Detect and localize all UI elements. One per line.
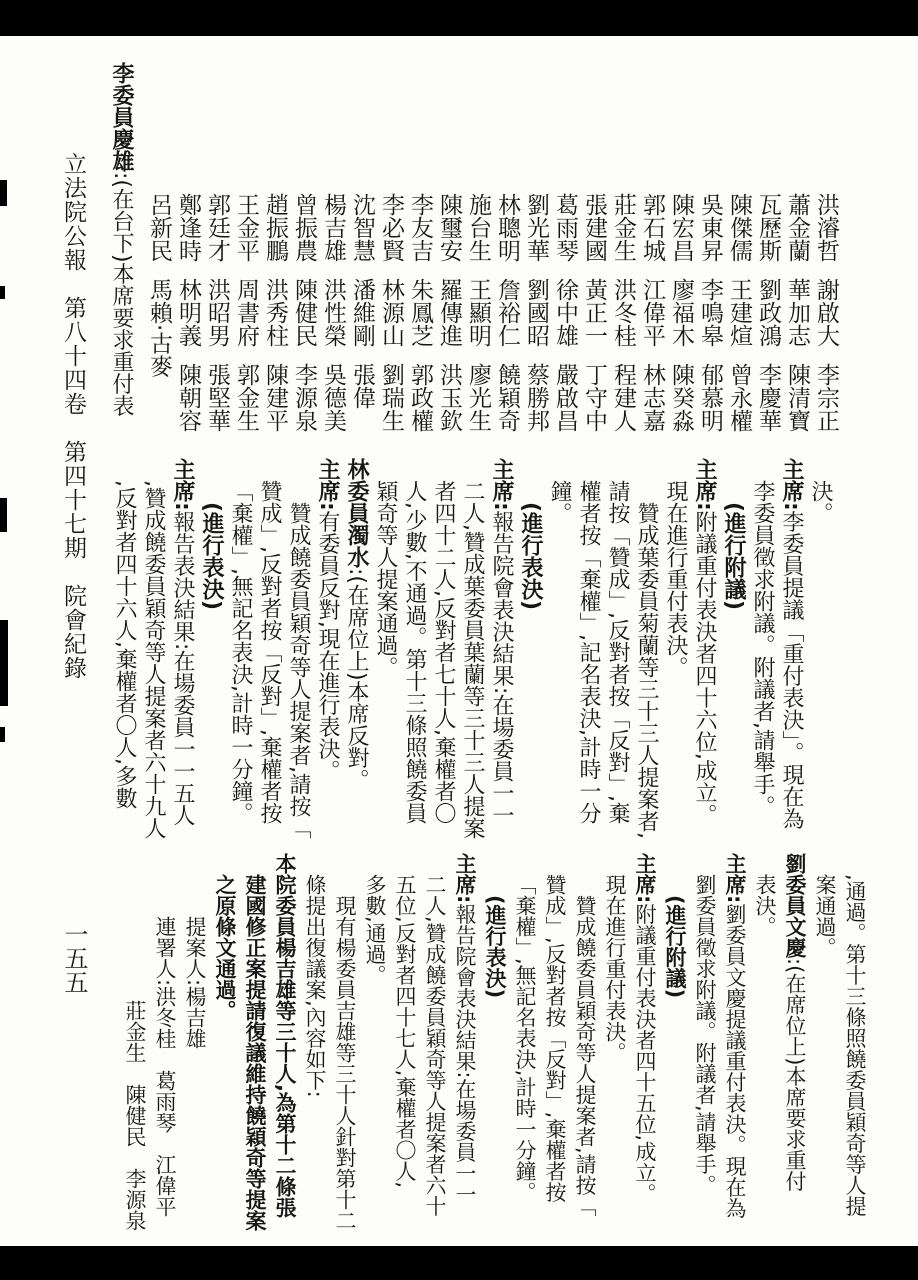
legislator-column	[608, 62, 637, 458]
legislator-name: 呂新民	[146, 193, 172, 262]
line-text: 李委員提議「重付表決」。現在為	[779, 510, 804, 830]
line-text: :(在席位上)本席反對。	[344, 568, 369, 791]
legislator-column	[579, 62, 608, 458]
legislator-column	[666, 62, 695, 458]
text-line	[429, 458, 458, 853]
legislator-column	[811, 62, 840, 458]
line-text: 本院委員楊吉雄等三十人,為第十二條張	[273, 853, 297, 1218]
legislator-name: 楊吉雄	[320, 193, 346, 262]
legislator-name: 郭政權	[407, 363, 433, 432]
speaker-name: 主席:	[315, 458, 340, 511]
page-number: 一五五	[60, 922, 88, 994]
line-text: (進行附議)	[721, 502, 746, 611]
speech-line	[487, 458, 516, 853]
legislator-column	[289, 62, 318, 458]
speaker-text: :(在台下)本席要求重付表	[109, 172, 134, 417]
text-line	[748, 458, 777, 853]
line-text: 劉委員徵求附議。附議者,請舉手。	[693, 874, 717, 1196]
line-text: 贊成饒委員穎奇等人提案者,請按「	[286, 502, 311, 839]
legislator-column	[492, 62, 521, 458]
speech-line	[450, 853, 480, 1237]
text-line	[690, 853, 720, 1237]
speaker-name: 主席:	[779, 458, 804, 511]
middle-band	[98, 458, 910, 853]
text-line	[139, 458, 168, 853]
legislator-name: 鄭逢時	[175, 193, 201, 262]
legislator-column	[521, 62, 550, 458]
legislator-name: 蕭金蘭	[784, 193, 810, 262]
legislator-name: 周書府	[233, 278, 259, 347]
legislator-name: 謝啟大	[813, 278, 839, 347]
legislator-name: 潘維剛	[349, 278, 375, 347]
legislator-name: 江偉平	[639, 278, 665, 347]
text-line	[480, 853, 510, 1237]
legislator-column	[260, 62, 289, 458]
line-text: 贊成」,反對者按「反對」,棄權者按	[257, 480, 282, 824]
line-text: 請按「贊成」,反對者按「反對」,棄	[605, 480, 630, 824]
legislator-name: 陳傑儒	[726, 193, 752, 262]
legislator-name: 劉國昭	[523, 278, 549, 347]
text-line	[540, 853, 570, 1237]
text-line	[661, 458, 690, 853]
legislator-name: 洪濬哲	[813, 193, 839, 262]
line-text: 贊成饒委員穎奇等人提案者,請按「	[573, 895, 597, 1217]
legislator-name: 王金平	[233, 193, 259, 262]
legislator-name: 張偉	[349, 363, 375, 409]
legislator-name: 丁守中	[581, 363, 607, 432]
text-line	[197, 458, 226, 853]
text-line	[840, 853, 870, 1237]
legislator-name: 郁慕明	[697, 363, 723, 432]
line-text: 條提出復議案,內容如下:	[303, 874, 327, 1098]
line-text: 五位,反對者四十七人,棄權者〇人,	[393, 874, 417, 1189]
legislator-name: 洪性榮	[320, 278, 346, 347]
text-line	[810, 853, 840, 1237]
text-line	[180, 853, 210, 1237]
line-text: 劉委員文慶提議重付表決。現在為	[723, 903, 747, 1219]
legislator-name: 郭金生	[233, 363, 259, 432]
line-text: 贊成」,反對者按「反對」,棄權者按	[543, 874, 567, 1203]
text-line	[458, 458, 487, 853]
text-line	[255, 458, 284, 853]
speech-line	[630, 853, 660, 1237]
legislator-name: 華加志	[784, 278, 810, 347]
legislator-name: 吳東昇	[697, 193, 723, 262]
line-text: 「棄權」,無記名表決,計時一分鐘。	[513, 874, 537, 1203]
legislator-name: 李友吉	[407, 193, 433, 262]
legislator-name: 李鳴皋	[697, 278, 723, 347]
legislator-column	[463, 62, 492, 458]
legislator-name: 陳朝容	[175, 363, 201, 432]
legislator-name: 林源山	[378, 278, 404, 347]
legislator-name: 劉光華	[523, 193, 549, 262]
speaker-name: 林委員濁水	[344, 458, 369, 568]
line-text: 報告表決結果:在場委員一一五人	[170, 510, 195, 827]
line-text: ,反對者四十六人,棄權者〇人,多數	[112, 480, 137, 809]
legislator-name: 馬賴·古麥	[146, 278, 172, 378]
legislator-name: 詹裕仁	[494, 278, 520, 347]
speech-line	[720, 853, 750, 1237]
text-line	[545, 458, 574, 853]
line-text: 表決。	[753, 874, 777, 937]
legislator-column	[550, 62, 579, 458]
legislator-column	[376, 62, 405, 458]
legislator-name: 羅傳進	[436, 278, 462, 347]
text-line	[330, 853, 360, 1237]
text-line	[284, 458, 313, 853]
line-text: 建國修正案提請復議維持饒穎奇等提案	[243, 874, 267, 1231]
journal-header: 立法院公報 第八十四卷 第四十七期 院會紀錄	[60, 152, 86, 680]
line-text: 附議重付表決者四十六位,成立。	[692, 510, 717, 826]
legislator-column	[434, 62, 463, 458]
scan-artifact	[0, 180, 7, 206]
text-line	[632, 458, 661, 853]
line-text: (進行表決)	[483, 895, 507, 999]
speaker-line	[107, 62, 136, 458]
text-line	[750, 853, 780, 1237]
speech-line	[690, 458, 719, 853]
speaker-name: 主席:	[692, 458, 717, 511]
text-line	[516, 458, 545, 853]
text-line	[110, 458, 139, 853]
speech-line	[780, 853, 810, 1237]
text-line	[300, 853, 330, 1237]
text-line	[240, 853, 270, 1237]
text-line	[210, 853, 240, 1237]
legislator-column	[318, 62, 347, 458]
text-line	[390, 853, 420, 1237]
legislator-name: 莊金生	[610, 193, 636, 262]
line-text: 二人,贊成葉委員葉蘭等三十三人提案	[460, 480, 485, 839]
line-text: ,贊成饒委員穎奇等人提案者六十九人	[141, 480, 166, 839]
line-text: 連署人:洪冬桂 葛雨琴 江偉平	[153, 916, 177, 1218]
text-line	[360, 853, 390, 1237]
legislator-name: 曾永權	[726, 363, 752, 432]
line-text: (進行表決)	[199, 502, 224, 611]
text-line	[400, 458, 429, 853]
legislator-name: 黃正一	[581, 278, 607, 347]
scan-artifact	[0, 498, 7, 532]
speaker-name: 主席:	[489, 458, 514, 511]
line-text: 穎奇等人提案通過。	[373, 480, 398, 678]
line-text: 贊成葉委員菊蘭等三十三人提案者,	[634, 502, 659, 839]
speaker-name: 李委員慶雄	[109, 62, 134, 172]
line-text: 人,少數,不通過。第十三條照饒委員	[402, 480, 427, 824]
legislator-column	[173, 62, 202, 458]
legislator-name: 吳德美	[320, 363, 346, 432]
legislator-name: 瓦歷斯	[755, 193, 781, 262]
legislator-column	[405, 62, 434, 458]
legislator-name: 葛雨琴	[552, 193, 578, 262]
text-line	[603, 458, 632, 853]
scan-artifact	[0, 620, 8, 706]
legislator-name: 程建人	[610, 363, 636, 432]
line-text: ,通過。第十三條照饒委員穎奇等人提	[843, 874, 867, 1217]
legislator-column	[753, 62, 782, 458]
text-line	[574, 458, 603, 853]
speech-line	[313, 458, 342, 853]
text-line	[806, 458, 835, 853]
text-line	[719, 458, 748, 853]
speaker-name: 劉委員文慶	[783, 853, 807, 958]
legislator-name: 洪昭男	[204, 278, 230, 347]
legislator-column	[347, 62, 376, 458]
legislator-name: 嚴啟昌	[552, 363, 578, 432]
legislator-name: 趙振鵬	[262, 193, 288, 262]
legislator-name: 廖福木	[668, 278, 694, 347]
legislator-name: 饒穎奇	[494, 363, 520, 432]
legislator-name: 陳宏昌	[668, 193, 694, 262]
line-text: 莊金生 陳健民 李源泉	[123, 1000, 147, 1231]
line-text: 二人,贊成饒委員穎奇等人提案者六十	[423, 874, 447, 1217]
text-line	[660, 853, 690, 1237]
line-text: 李委員徵求附議。附議者,請舉手。	[750, 480, 775, 817]
legislator-name: 郭廷才	[204, 193, 230, 262]
legislator-name: 曾振農	[291, 193, 317, 262]
legislator-name: 施台生	[465, 193, 491, 262]
legislator-column	[144, 62, 173, 458]
legislator-name: 王建煊	[726, 278, 752, 347]
legislator-column	[695, 62, 724, 458]
scan-top-bar	[0, 0, 918, 36]
text-line	[270, 853, 300, 1237]
legislator-name: 廖光生	[465, 363, 491, 432]
text-line	[150, 853, 180, 1237]
legislator-column	[202, 62, 231, 458]
legislator-name: 劉瑞生	[378, 363, 404, 432]
legislator-name: 李必賢	[378, 193, 404, 262]
line-text: 報告院會表決結果:在場委員一一	[453, 903, 477, 1205]
legislator-name: 陳清寶	[784, 363, 810, 432]
line-text: 現有楊委員吉雄等三十人針對第十二	[333, 895, 357, 1231]
legislator-name: 陳癸淼	[668, 363, 694, 432]
legislator-name: 洪冬桂	[610, 278, 636, 347]
legislator-name: 林聰明	[494, 193, 520, 262]
line-text: 有委員反對,現在進行表決。	[315, 510, 340, 782]
line-text: 報告院會表決結果:在場委員一一	[489, 510, 514, 827]
legislator-name: 王顯明	[465, 278, 491, 347]
legislator-name: 陳璽安	[436, 193, 462, 262]
line-text: 現在進行重付表決。	[663, 480, 688, 678]
legislator-name: 李源泉	[291, 363, 317, 432]
legislator-name: 陳建平	[262, 363, 288, 432]
legislator-name: 陳健民	[291, 278, 317, 347]
legislator-name: 張建國	[581, 193, 607, 262]
line-text: 案通過。	[813, 874, 837, 958]
line-text: 權者按「棄權」,記名表決,計時一分	[576, 480, 601, 824]
text-line	[570, 853, 600, 1237]
bottom-band	[98, 853, 910, 1237]
legislator-name: 張堅華	[204, 363, 230, 432]
legislator-name: 洪秀柱	[262, 278, 288, 347]
line-text: 提案人:楊吉雄	[183, 916, 207, 1050]
text-line	[420, 853, 450, 1237]
speech-line	[168, 458, 197, 853]
text-line	[120, 853, 150, 1237]
legislator-name: 沈智慧	[349, 193, 375, 262]
speaker-name: 主席:	[170, 458, 195, 511]
legislator-name: 李慶華	[755, 363, 781, 432]
scan-bottom-bar	[0, 1246, 918, 1280]
text-line	[600, 853, 630, 1237]
line-text: 決。	[808, 480, 833, 524]
scan-artifact	[0, 286, 5, 299]
speech-line	[342, 458, 371, 853]
legislator-name: 徐中雄	[552, 278, 578, 347]
legislator-column	[724, 62, 753, 458]
line-text: (進行附議)	[663, 895, 687, 999]
legislator-column	[637, 62, 666, 458]
text-line	[371, 458, 400, 853]
line-text: 多數,通過。	[363, 874, 387, 986]
legislator-name: 朱鳳芝	[407, 278, 433, 347]
legislator-column	[231, 62, 260, 458]
line-text: 鐘。	[547, 480, 572, 524]
speaker-name: 主席:	[723, 853, 747, 904]
names-band	[98, 62, 910, 458]
line-text: 「棄權」,無記名表決,計時一分鐘。	[228, 480, 253, 824]
legislator-name: 洪玉欽	[436, 363, 462, 432]
legislator-name: 李宗正	[813, 363, 839, 432]
line-text: 之原條文通過。	[213, 874, 237, 1021]
text-line	[226, 458, 255, 853]
line-text: 者四十二人,反對者七十人,棄權者〇	[431, 480, 456, 824]
legislator-name: 林志嘉	[639, 363, 665, 432]
legislator-name: 蔡勝邦	[523, 363, 549, 432]
text-line	[510, 853, 540, 1237]
line-text: (進行表決)	[518, 502, 543, 611]
line-text: 現在進行重付表決。	[603, 874, 627, 1063]
speech-line	[777, 458, 806, 853]
line-text: 附議重付表決者四十五位,成立。	[633, 903, 657, 1205]
legislator-name: 郭石城	[639, 193, 665, 262]
legislator-name: 劉政鴻	[755, 278, 781, 347]
legislator-name: 林明義	[175, 278, 201, 347]
speaker-name: 主席:	[633, 853, 657, 904]
legislator-column	[782, 62, 811, 458]
scan-artifact	[0, 727, 5, 742]
speaker-name: 主席:	[453, 853, 477, 904]
line-text: :(在席位上)本席要求重付	[783, 958, 807, 1192]
